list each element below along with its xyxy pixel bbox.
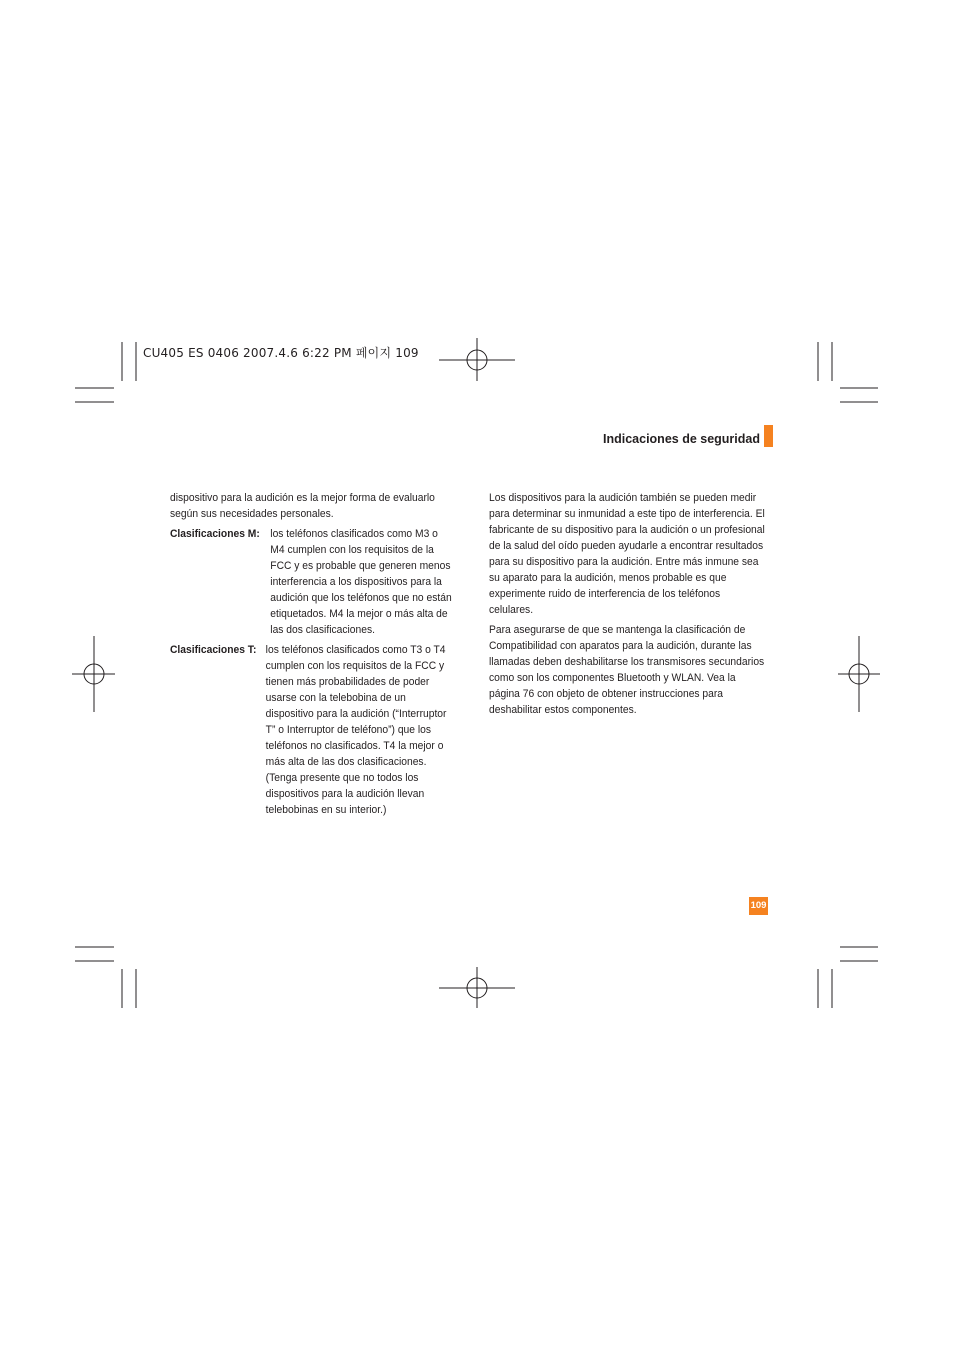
registration-mark-left [72,636,115,712]
registration-mark-right [838,636,880,712]
definition-term: Clasificaciones T: [170,644,257,656]
intro-paragraph: dispositivo para la audición es la mejor forma de evaluarlo según sus necesidades personales. [170,492,435,520]
left-column [170,490,455,818]
right-column [489,490,765,718]
section-title: Indicaciones de seguridad [603,432,760,446]
paragraph: Para asegurarse de que se mantenga la clasificación de Compatibilidad con aparatos para la audición, durante las llamadas deben deshabilitarse los transmisores secundarios como son los componentes Bluetooth y WLAN. Vea la página 76 con objeto de obtener instrucciones para deshabilitar estos componentes. [489,624,765,716]
definition-text: los teléfonos clasificados como M3 o M4 cumplen con los requisitos de la FCC y es probable que generen menos interferencia a los dispositivos para la audición que los teléfonos que no están etiquetados. M4 la mejor o más alta de las dos clasificaciones. [270,528,452,636]
registration-mark-bottom [439,967,515,1008]
registration-mark-top [439,338,515,381]
section-tab-marker [764,425,773,447]
paragraph: Los dispositivos para la audición también se pueden medir para determinar su inmunidad a este tipo de interferencia. El fabricante de su dispositivo para la audición o un profesional de la salud del oído pueden ayudarle a encontrar resultados para su dispositivo para la audición. Entre más inmune sea su aparato para la audición, menos probable es que experimente ruido de interferencia de los teléfonos celulares. [489,492,765,616]
definition-term: Clasificaciones M: [170,528,260,540]
page-number: 109 [749,897,768,915]
definition-t-ratings [170,642,455,818]
print-slug: CU405 ES 0406 2007.4.6 6:22 PM 페이지 109 [143,346,419,360]
definition-text: los teléfonos clasificados como T3 o T4 cumplen con los requisitos de la FCC y tienen más probabilidades de poder usarse con la telebobina de un dispositivo para la audición (“Interruptor T” o Interruptor de teléfono”) que los teléfonos no clasificados. T4 la mejor o más alta de las dos clasificaciones. (Tenga presente que no todos los dispositivos para la audición llevan telebobinas en su interior.) [265,644,447,816]
definition-m-ratings [170,526,455,638]
